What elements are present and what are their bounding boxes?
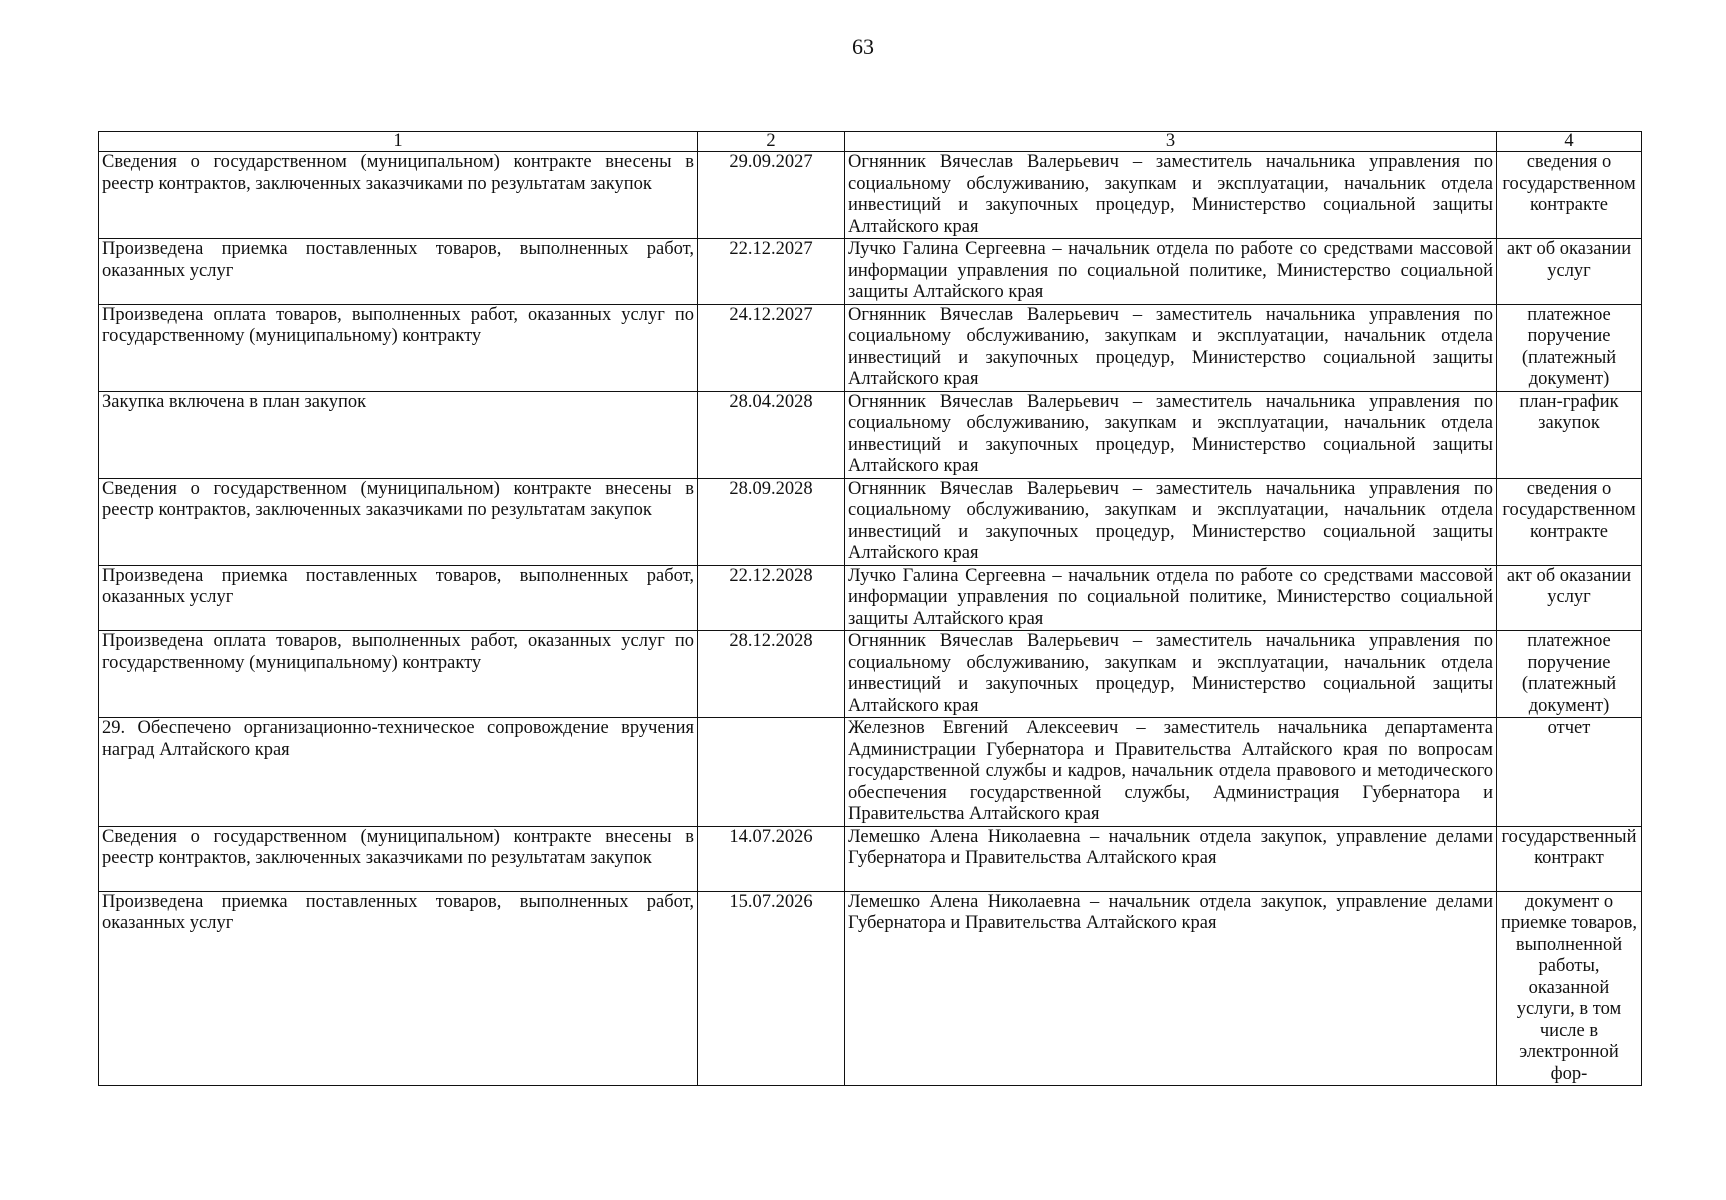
responsible-cell: Огнянник Вячеслав Валерьевич – заместитель начальника управления по социальному обслуживанию, закупкам и эксплуатации, начальник отдела инвестиций и закупочных процедур, Министерство социальной защиты Алтайского края bbox=[845, 304, 1497, 391]
date-cell: 22.12.2028 bbox=[698, 565, 845, 631]
date-cell: 14.07.2026 bbox=[698, 826, 845, 891]
responsible-cell: Огнянник Вячеслав Валерьевич – заместитель начальника управления по социальному обслуживанию, закупкам и эксплуатации, начальник отдела инвестиций и закупочных процедур, Министерство социальной защиты Алтайского края bbox=[845, 391, 1497, 478]
date-cell: 28.04.2028 bbox=[698, 391, 845, 478]
date-cell: 28.09.2028 bbox=[698, 478, 845, 565]
event-cell: Произведена оплата товаров, выполненных работ, оказанных услуг по государственному (муниципальному) контракту bbox=[99, 631, 698, 718]
header-col-2: 2 bbox=[698, 132, 845, 152]
responsible-cell: Огнянник Вячеслав Валерьевич – заместитель начальника управления по социальному обслуживанию, закупкам и эксплуатации, начальник отдела инвестиций и закупочных процедур, Министерство социальной защиты Алтайского края bbox=[845, 152, 1497, 239]
page-number: 63 bbox=[852, 34, 874, 59]
event-cell: Произведена приемка поставленных товаров, выполненных работ, оказанных услуг bbox=[99, 565, 698, 631]
header-row bbox=[99, 132, 1642, 152]
document-cell: платежное поручение (платежный документ) bbox=[1497, 631, 1642, 718]
date-cell bbox=[698, 718, 845, 827]
table-row bbox=[99, 826, 1642, 891]
event-cell: Произведена приемка поставленных товаров, выполненных работ, оказанных услуг bbox=[99, 239, 698, 305]
date-cell: 24.12.2027 bbox=[698, 304, 845, 391]
event-cell: Сведения о государственном (муниципальном) контракте внесены в реестр контрактов, заключенных заказчиками по результатам закупок bbox=[99, 478, 698, 565]
document-cell: сведения о государственном контракте bbox=[1497, 152, 1642, 239]
event-cell: Сведения о государственном (муниципальном) контракте внесены в реестр контрактов, заключенных заказчиками по результатам закупок bbox=[99, 826, 698, 891]
document-cell: акт об оказании услуг bbox=[1497, 565, 1642, 631]
date-cell: 28.12.2028 bbox=[698, 631, 845, 718]
date-cell: 29.09.2027 bbox=[698, 152, 845, 239]
document-cell: платежное поручение (платежный документ) bbox=[1497, 304, 1642, 391]
document-cell: государственный контракт bbox=[1497, 826, 1642, 891]
responsible-cell: Лучко Галина Сергеевна – начальник отдела по работе со средствами массовой информации управления по социальной политике, Министерство социальной защиты Алтайского края bbox=[845, 565, 1497, 631]
responsible-cell: Лучко Галина Сергеевна – начальник отдела по работе со средствами массовой информации управления по социальной политике, Министерство социальной защиты Алтайского края bbox=[845, 239, 1497, 305]
date-cell: 22.12.2027 bbox=[698, 239, 845, 305]
table-row bbox=[99, 891, 1642, 1086]
event-cell: Произведена приемка поставленных товаров, выполненных работ, оказанных услуг bbox=[99, 891, 698, 1086]
table-row bbox=[99, 565, 1642, 631]
responsible-cell: Железнов Евгений Алексеевич – заместитель начальника департамента Администрации Губернатора и Правительства Алтайского края по вопросам государственной службы и кадров, начальник отдела правового и методического обеспечения государственной службы, Администрация Губернатора и Правительства Алтайского края bbox=[845, 718, 1497, 827]
document-cell: сведения о государственном контракте bbox=[1497, 478, 1642, 565]
date-cell: 15.07.2026 bbox=[698, 891, 845, 1086]
responsible-cell: Лемешко Алена Николаевна – начальник отдела закупок, управление делами Губернатора и Правительства Алтайского края bbox=[845, 826, 1497, 891]
header-col-4: 4 bbox=[1497, 132, 1642, 152]
schedule-table bbox=[98, 131, 1642, 1086]
responsible-cell: Лемешко Алена Николаевна – начальник отдела закупок, управление делами Губернатора и Правительства Алтайского края bbox=[845, 891, 1497, 1086]
table-row bbox=[99, 478, 1642, 565]
document-cell: отчет bbox=[1497, 718, 1642, 827]
header-col-1: 1 bbox=[99, 132, 698, 152]
table-row bbox=[99, 391, 1642, 478]
header-col-3: 3 bbox=[845, 132, 1497, 152]
responsible-cell: Огнянник Вячеслав Валерьевич – заместитель начальника управления по социальному обслуживанию, закупкам и эксплуатации, начальник отдела инвестиций и закупочных процедур, Министерство социальной защиты Алтайского края bbox=[845, 478, 1497, 565]
table-row bbox=[99, 152, 1642, 239]
table-row bbox=[99, 239, 1642, 305]
event-cell: Закупка включена в план закупок bbox=[99, 391, 698, 478]
document-cell: акт об оказании услуг bbox=[1497, 239, 1642, 305]
table-row bbox=[99, 631, 1642, 718]
event-cell: Сведения о государственном (муниципальном) контракте внесены в реестр контрактов, заключенных заказчиками по результатам закупок bbox=[99, 152, 698, 239]
document-cell: документ о приемке товаров, выполненной работы, оказанной услуги, в том числе в электронной фор- bbox=[1497, 891, 1642, 1086]
document-cell: план-график закупок bbox=[1497, 391, 1642, 478]
responsible-cell: Огнянник Вячеслав Валерьевич – заместитель начальника управления по социальному обслуживанию, закупкам и эксплуатации, начальник отдела инвестиций и закупочных процедур, Министерство социальной защиты Алтайского края bbox=[845, 631, 1497, 718]
event-cell: 29. Обеспечено организационно-техническое сопровождение вручения наград Алтайского края bbox=[99, 718, 698, 827]
table-row bbox=[99, 304, 1642, 391]
event-cell: Произведена оплата товаров, выполненных работ, оказанных услуг по государственному (муниципальному) контракту bbox=[99, 304, 698, 391]
table-row bbox=[99, 718, 1642, 827]
